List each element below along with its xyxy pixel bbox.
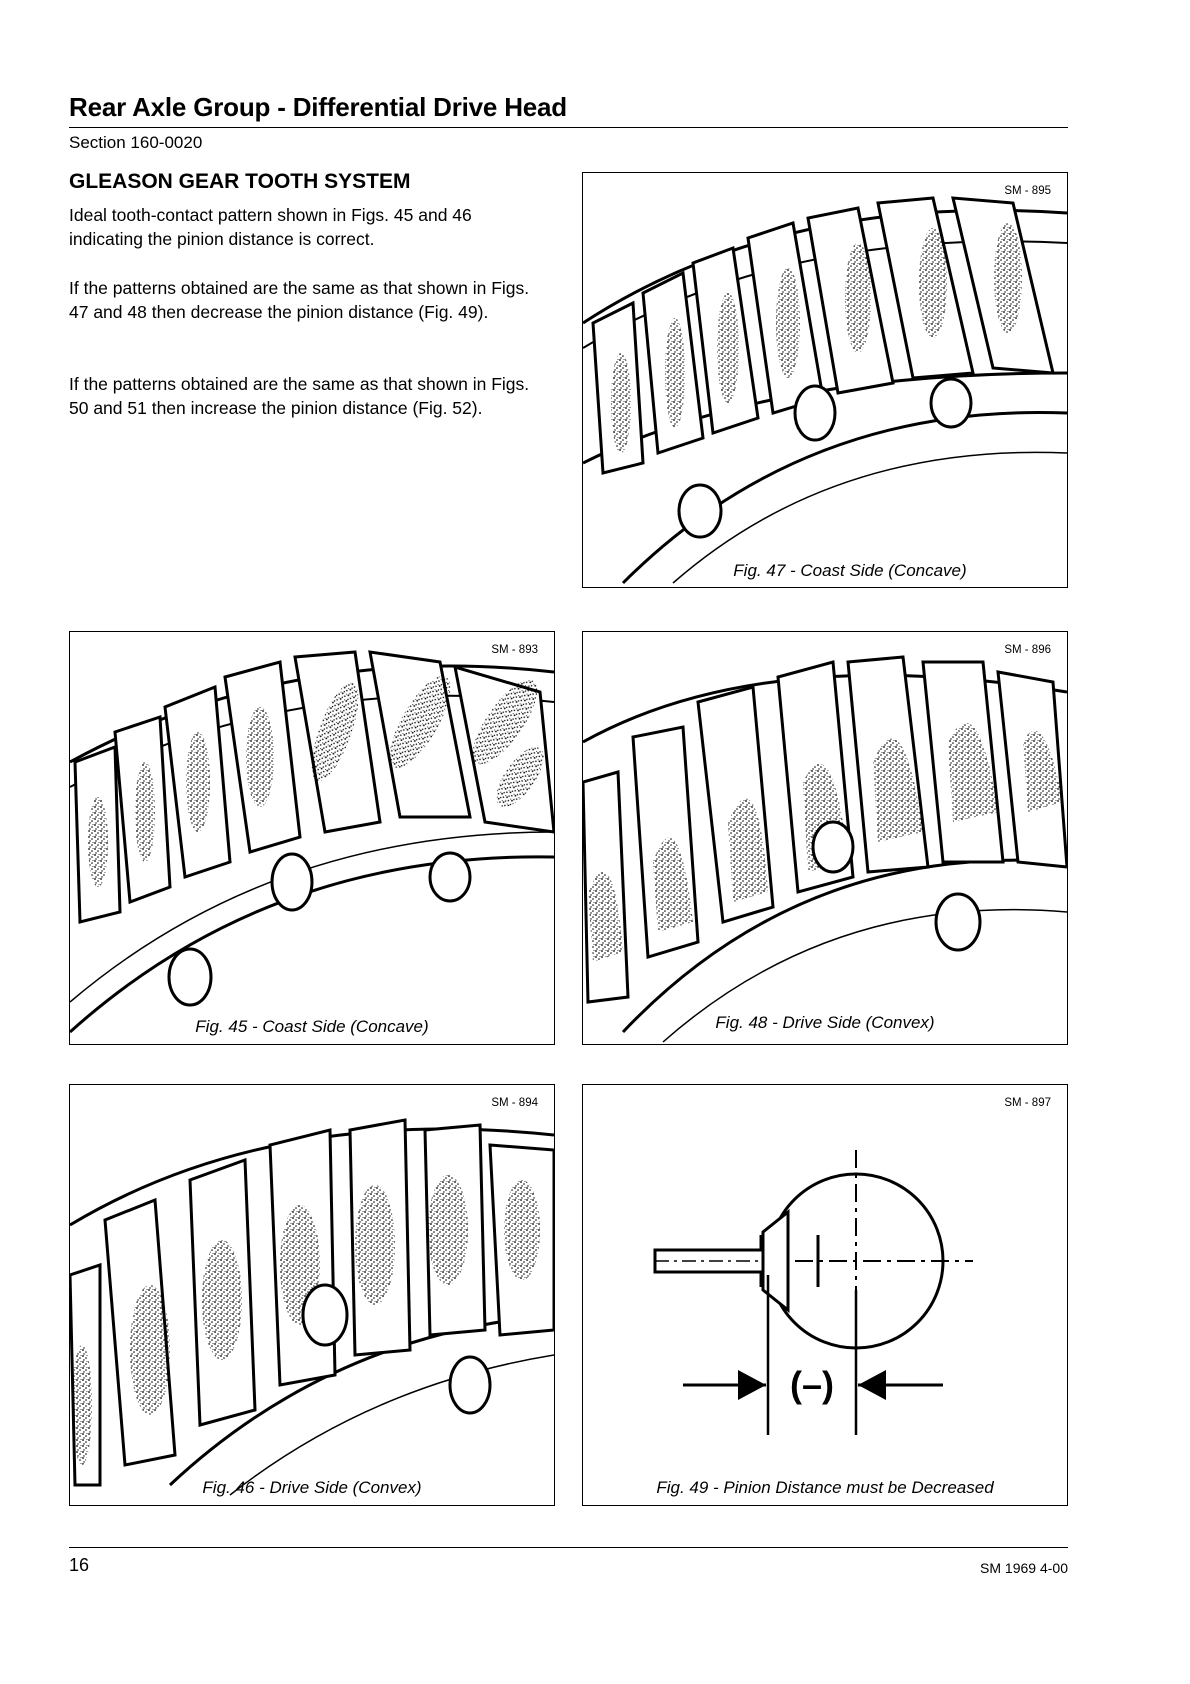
figure-code: SM - 893 bbox=[491, 644, 538, 656]
decrease-symbol: (–) bbox=[790, 1364, 834, 1405]
figure-45 bbox=[69, 631, 555, 1045]
figure-caption: Fig. 47 - Coast Side (Concave) bbox=[733, 561, 967, 580]
gear-illustration-fig48 bbox=[583, 632, 1067, 1044]
figure-49 bbox=[582, 1084, 1068, 1506]
paragraph-increase-distance: If the patterns obtained are the same as that shown in Figs. 50 and 51 then increase the pinion distance (Fig. 52). bbox=[69, 374, 530, 418]
figure-47 bbox=[582, 172, 1068, 588]
figure-caption: Fig. 49 - Pinion Distance must be Decreased bbox=[656, 1478, 994, 1497]
figure-48 bbox=[582, 631, 1068, 1045]
figure-caption: Fig. 48 - Drive Side (Convex) bbox=[715, 1013, 935, 1032]
header-rule bbox=[69, 127, 1068, 128]
paragraph-ideal-pattern: Ideal tooth-contact pattern shown in Figs. 45 and 46 indicating the pinion distance is correct. bbox=[69, 205, 472, 249]
gear-illustration-fig47 bbox=[583, 173, 1067, 587]
paragraph-decrease-distance: If the patterns obtained are the same as that shown in Figs. 47 and 48 then decrease the pinion distance (Fig. 49). bbox=[69, 278, 530, 322]
figure-code: SM - 894 bbox=[491, 1097, 538, 1109]
page-number: 16 bbox=[69, 1555, 90, 1575]
figure-caption: Fig. 45 - Coast Side (Concave) bbox=[195, 1017, 429, 1036]
pinion-diagram-fig49 bbox=[583, 1085, 1067, 1505]
section-number: Section 160-0020 bbox=[69, 133, 203, 152]
figure-code: SM - 895 bbox=[1004, 185, 1051, 197]
figure-code: SM - 896 bbox=[1004, 644, 1051, 656]
footer-rule bbox=[69, 1547, 1068, 1548]
section-heading: GLEASON GEAR TOOTH SYSTEM bbox=[69, 170, 411, 193]
figure-code: SM - 897 bbox=[1004, 1097, 1051, 1109]
gear-illustration-fig46 bbox=[70, 1085, 554, 1505]
gear-illustration-fig45 bbox=[70, 632, 554, 1044]
document-id: SM 1969 4-00 bbox=[980, 1560, 1068, 1576]
figure-46 bbox=[69, 1084, 555, 1506]
left-arrowhead bbox=[738, 1370, 766, 1400]
right-arrowhead bbox=[858, 1370, 886, 1400]
page-title: Rear Axle Group - Differential Drive Head bbox=[69, 92, 567, 122]
figure-caption: Fig. 46 - Drive Side (Convex) bbox=[202, 1478, 422, 1497]
